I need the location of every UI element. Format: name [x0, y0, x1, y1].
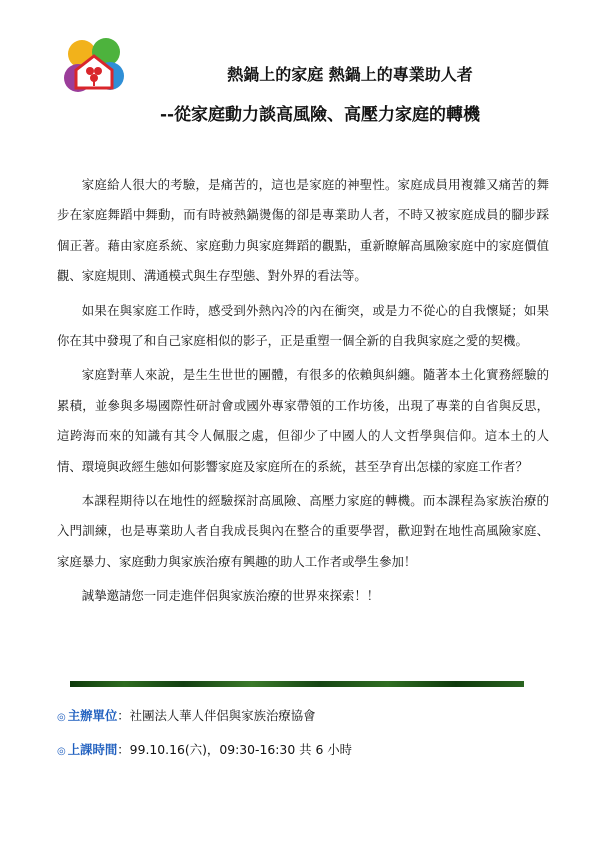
organizer-info: [57, 706, 316, 724]
organizer-label: 主辦單位: [67, 708, 118, 723]
paragraph: 家庭給人很大的考驗，是痛苦的，這也是家庭的神聖性。家庭成員用複雜又痛苦的舞步在家庭舞蹈中舞動，而有時被熱鍋燙傷的卻是專業助人者，不時又被家庭成員的腳步踩個正著。藉由家庭系統、家庭動力與家庭舞蹈的觀點，重新瞭解高風險家庭中的家庭價值觀、家庭規則、溝通模式與生存型態、對外界的看法等。: [57, 177, 549, 284]
bullet-icon: ◎: [57, 712, 66, 723]
page-title: 熱鍋上的家庭 熱鍋上的專業助人者: [227, 65, 473, 84]
page-subtitle: --從家庭動力談高風險、高壓力家庭的轉機: [159, 105, 481, 125]
flower-house-icon: [62, 36, 126, 100]
schedule-info: [57, 740, 352, 758]
paragraph: 如果在與家庭工作時，感受到外熱內冷的內在衝突，或是力不從心的自我懷疑；如果你在其中發現了和自己家庭相似的影子，正是重塑一個全新的自我與家庭之愛的契機。: [57, 302, 549, 349]
paragraph: 本課程期待以在地性的經驗探討高風險、高壓力家庭的轉機。而本課程為家族治療的入門訓練，也是專業助人者自我成長與內在整合的重要學習，歡迎對在地性高風險家庭、家庭暴力、家庭動力與家族治療有興趣的助人工作者或學生參加！: [57, 493, 549, 569]
paragraph: 誠摯邀請您一同走進伴侶與家族治療的世界來探索！！: [81, 588, 380, 604]
organizer-value: ：社團法人華人伴侶與家族治療協會: [117, 708, 316, 723]
bullet-icon: ◎: [57, 746, 66, 757]
organization-logo: [62, 36, 126, 100]
schedule-label: 上課時間: [67, 742, 118, 757]
schedule-value: ：99.10.16(六)，09:30-16:30 共 6 小時: [117, 742, 353, 757]
decorative-divider: [70, 681, 524, 687]
course-description: [57, 170, 549, 616]
paragraph: 家庭對華人來說，是生生世世的團體，有很多的依賴與糾纏。隨著本土化實務經驗的累積，並參與多場國際性研討會或國外專家帶領的工作坊後，出現了專業的自省與反思，這跨海而來的知識有其令人佩服之處，但卻少了中國人的人文哲學與信仰。這本土的人情、環境與政經生態如何影響家庭及家庭所在的系統，甚至孕育出怎樣的家庭工作者？: [57, 367, 549, 474]
